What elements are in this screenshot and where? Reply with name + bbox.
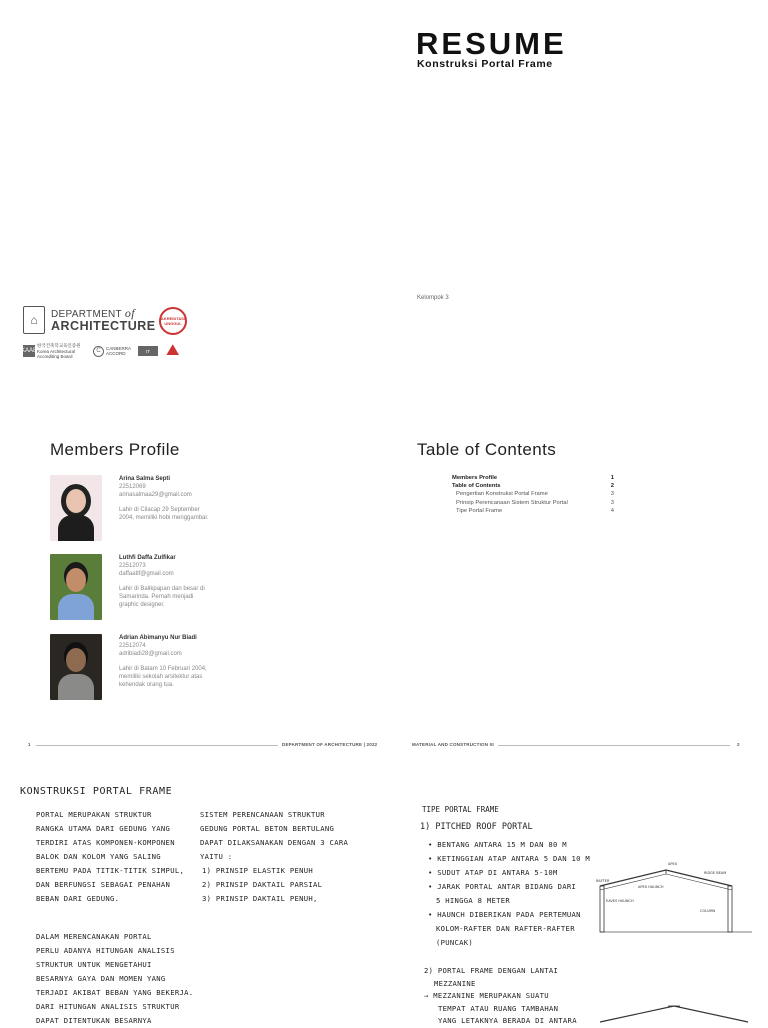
toc-row[interactable]: Table of Contents 2 (452, 483, 614, 490)
toc-row[interactable]: Prinsip Perencanaan Sistem Struktur Portal 3 (456, 499, 614, 506)
department-logo (23, 306, 156, 334)
diagram-label: RAFTER (596, 879, 610, 883)
diagram-label: EAVES HAUNCH (606, 899, 634, 903)
toc-list (452, 474, 614, 515)
group-label: Kelompok 3 (417, 295, 449, 301)
diagram-label: COLUMN (700, 909, 716, 913)
portal-frame-diagram (594, 858, 754, 938)
notes-paragraph-2: DALAM MERENCANAKAN PORTAL PERLU ADANYA HITUNGAN ANALISIS STRUKTUR UNTUK MENGETAHUI BESARNYA GAYA DAN MOMEN YANG TERJADI AKIBAT BEBAN YANG BEKERJA. DARI HITUNGAN ANALISIS STRUKTUR DAPAT DITENTUKAN BESARNYA (36, 932, 194, 1026)
notes-title: KONSTRUKSI PORTAL FRAME (20, 786, 173, 797)
diagram-label: RIDGE BEAM (704, 871, 727, 875)
member-name: Luthfi Daffa Zulfikar (119, 555, 176, 561)
partner-logos (23, 343, 179, 359)
resume-subtitle: Konstruksi Portal Frame (417, 58, 553, 70)
member-desc: Lahir di Balikpapan dan besar di Samarinda. Pernah menjadi graphic designer. (119, 586, 205, 609)
tipe-1-bullets: • BENTANG ANTARA 15 M DAN 80 M • KETINGGIAN ATAP ANTARA 5 DAN 10 M • SUDUT ATAP DI ANTARA 5-10M • JARAK PORTAL ANTAR BIDANG DARI 5 HINGGA 8 METER • HAUNCH DIBERIKAN PADA PERTEMUAN KOLOM-RAFTER DAN RAFTER-RAFTER (PUNCAK) (428, 840, 590, 948)
member-email: arinasalmaa29@gmail.com (119, 492, 192, 499)
tipe-title: TIPE PORTAL FRAME (422, 805, 499, 814)
member-email: daffaatlf@gmail.com (119, 571, 174, 578)
column-right (728, 886, 732, 932)
footer-divider (36, 745, 278, 746)
members-title: Members Profile (50, 440, 180, 459)
member-card (50, 634, 209, 700)
dept-of: of (124, 306, 135, 321)
toc-row[interactable]: Tipe Portal Frame 4 (456, 507, 614, 514)
dept-line2: ARCHITECTURE (51, 319, 156, 334)
mountain-icon: ⛰ (166, 342, 180, 359)
kaab-logo (23, 343, 85, 359)
member-id: 22512069 (119, 484, 146, 491)
iptek-icon: IT (138, 346, 158, 356)
notes-system-text: SISTEM PERENCANAAN STRUKTUR GEDUNG PORTAL BETON BERTULANG DAPAT DILAKSANAKAN DENGAN 3 CARA YAITU : 1) PRINSIP ELASTIK PENUH 2) PRINSIP DAKTAIL PARSIAL 3) PRINSIP DAKTAIL PENUH, (200, 810, 349, 904)
diagram-label: APEX (668, 862, 678, 866)
tipe-1-title: 1) PITCHED ROOF PORTAL (420, 822, 533, 832)
footer-page-left: 1 (28, 742, 31, 747)
member-photo (50, 554, 102, 620)
footer-page-right: 2 (737, 742, 740, 747)
member-photo (50, 475, 102, 541)
member-desc: Lahir di Batam 10 Februari 2004, memiliki sekolah arsitektur atas kehendak orang tua. (119, 666, 207, 689)
member-id: 22512073 (119, 563, 146, 570)
member-desc: Lahir di Cilacap 29 September 2004, memiliki hobi menggambar. (119, 507, 209, 522)
kaab-name: 한국건축학교육인증원 Korea Architectural Accrediting Board (37, 343, 81, 359)
canberra-name: CANBERRA ACCORD (106, 346, 131, 356)
footer-left-text: DEPARTMENT OF ARCHITECTURE | 2022 (282, 742, 378, 747)
tipe-2-text: 2) PORTAL FRAME DENGAN LANTAI MEZZANINE → MEZZANINE MERUPAKAN SUATU TEMPAT ATAU RUANG TAMBAHAN YANG LETAKNYA BERADA DI ANTARA (424, 966, 577, 1026)
toc-title: Table of Contents (417, 440, 557, 459)
canberra-logo (93, 346, 130, 357)
member-id: 22512074 (119, 643, 146, 650)
mezzanine-rafter (600, 1006, 748, 1022)
accreditation-badge (159, 307, 187, 335)
dept-line1: DEPARTMENT (51, 309, 122, 321)
badge-text: AKREDITASI UNGGUL (160, 316, 186, 326)
kaab-icon: KAAB (23, 345, 35, 357)
member-card (50, 475, 209, 541)
column-left (600, 886, 604, 932)
footer-right-text: MATERIAL AND CONSTRUCTION III (412, 742, 494, 747)
mezzanine-diagram (594, 1000, 754, 1024)
member-name: Adrian Abimanyu Nur Biadi (119, 635, 197, 641)
member-photo (50, 634, 102, 700)
footer-divider (498, 745, 730, 746)
diagram-label: APEX HAUNCH (638, 885, 664, 889)
university-seal-icon: ⌂ (23, 306, 45, 334)
member-card (50, 554, 209, 620)
toc-row[interactable]: Pengertian Konstruksi Portal Frame 3 (456, 491, 614, 498)
notes-paragraph-1: PORTAL MERUPAKAN STRUKTUR RANGKA UTAMA DARI GEDUNG YANG TERDIRI ATAS KOMPONEN-KOMPONEN BALOK DAN KOLOM YANG SALING BERTEMU PADA TITIK-TITIK SIMPUL, DAN BERFUNGSI SEBAGAI PENAHAN BEBAN DARI GEDUNG. (36, 810, 185, 904)
member-name: Arina Salma Septi (119, 476, 171, 482)
toc-row[interactable]: Members Profile 1 (452, 475, 614, 481)
canberra-icon: C (93, 346, 104, 357)
resume-title: RESUME (416, 26, 567, 61)
iptek-logo (138, 346, 158, 356)
rafter-inner (600, 874, 732, 890)
member-email: adribiadi28@gmail.com (119, 651, 182, 658)
